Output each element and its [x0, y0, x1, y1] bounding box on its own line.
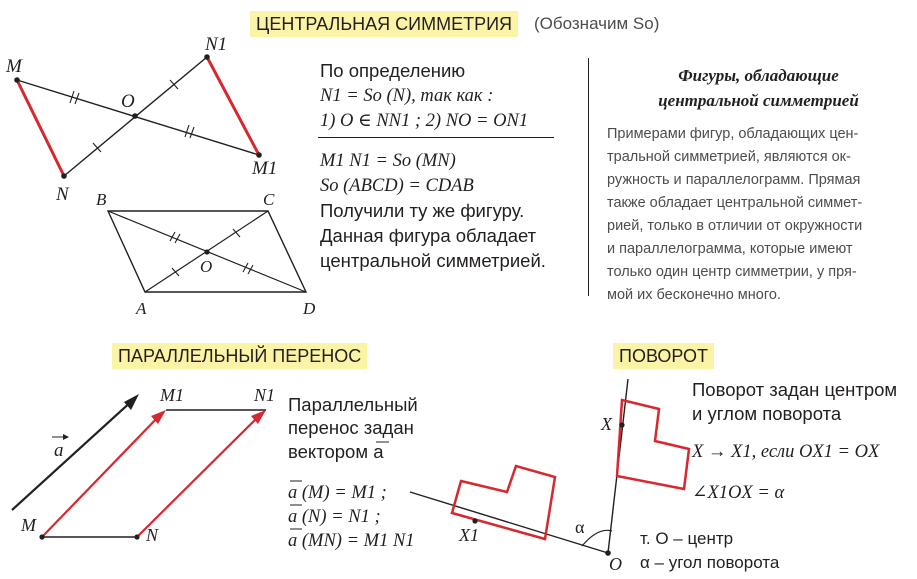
rotation-diagram — [410, 379, 689, 574]
definition-line-1: По определению — [320, 60, 466, 81]
point-x1 — [472, 518, 477, 523]
vector-n-n1 — [137, 414, 261, 537]
segment-m1n1 — [207, 57, 259, 155]
translation-formula-1: a (M) = M1 ; — [288, 483, 387, 503]
label-o2: O — [200, 257, 213, 276]
definition-line-8: центральной симметрией. — [320, 250, 546, 271]
label-alpha: α — [575, 517, 585, 537]
rotation-legend-1: т. O – центр — [640, 529, 734, 548]
rotation-legend-2: α – угол поворота — [640, 553, 780, 572]
side-title-line-2: центральной симметрией — [658, 91, 859, 110]
translation-text-line-3: вектором a — [288, 441, 384, 462]
label-n1-translation: N1 — [254, 385, 276, 405]
side-text-line-1: Примерами фигур, обладающих цен- — [607, 126, 859, 142]
formula-vector-bars — [290, 442, 389, 529]
side-text-line-8: мой их бесконечно много. — [607, 287, 781, 303]
translation-text-line-2: перенос задан — [288, 417, 414, 438]
label-o: O — [121, 91, 135, 112]
rotation-text-line-1: Поворот задан центром — [692, 379, 898, 400]
label-m1: M1 — [252, 158, 278, 179]
label-c: C — [263, 190, 275, 209]
label-b: B — [96, 190, 107, 209]
translation-diagram — [12, 385, 275, 545]
side-text-line-4: также обладает центральной симмет- — [607, 195, 863, 211]
parallelogram-diagram — [96, 190, 316, 318]
point-m-translation — [39, 534, 44, 539]
central-symmetry-diagram — [5, 34, 277, 205]
label-m-translation: M — [21, 515, 36, 535]
vector-a — [12, 399, 134, 510]
side-text-line-5: рией, только в отличии от окружности — [607, 218, 863, 234]
point-n1 — [204, 54, 210, 60]
label-n1: N1 — [205, 34, 228, 55]
label-a: A — [136, 299, 147, 318]
central-symmetry-note: (Обозначим So) — [534, 14, 660, 33]
segment-mn — [17, 80, 64, 176]
parallel-translation-heading: ПАРАЛЛЕЛЬНЫЙ ПЕРЕНОС — [112, 343, 367, 369]
original-figure — [617, 400, 689, 489]
vector-a-arrowhead — [124, 394, 139, 410]
definition-line-2: N1 = So (N), так как : — [320, 86, 494, 106]
label-a-vector: a — [54, 440, 64, 461]
side-title-line-1: Фигуры, обладающие — [678, 66, 839, 85]
angle-arc — [582, 530, 612, 546]
label-n: N — [56, 184, 69, 205]
translation-text-line-1: Параллельный — [288, 394, 418, 415]
point-x — [619, 422, 624, 427]
vector-m-m1 — [42, 414, 161, 537]
side-text-line-2: тральной симметрией, являются ок- — [607, 149, 851, 165]
label-n-translation: N — [146, 525, 159, 545]
translation-formula-3: a (MN) = M1 N1 — [288, 531, 415, 551]
definition-line-3: 1) O ∈ NN1 ; 2) NO = ON1 — [320, 111, 529, 131]
side-text-line-6: и параллелограмма, которые имеют — [607, 241, 853, 257]
label-m: M — [6, 56, 22, 77]
label-x1: X1 — [459, 525, 479, 545]
definition-line-7: Данная фигура обладает — [320, 225, 537, 246]
point-n — [61, 173, 67, 179]
definition-line-4: M1 N1 = So (MN) — [320, 151, 456, 171]
line-m-m1 — [17, 80, 259, 155]
label-d: D — [303, 299, 316, 318]
label-o-rotation: O — [609, 554, 622, 574]
rotation-text-line-2: и углом поворота — [692, 403, 842, 424]
point-o — [132, 113, 138, 119]
side-text-line-7: только один центр симметрии, у пря- — [607, 264, 857, 280]
side-text-line-3: ружность и параллелограмм. Прямая — [607, 172, 861, 188]
rotation-formula-2: ∠X1OX = α — [692, 483, 785, 503]
rotation-formula-1: X → X1, если OX1 = OX — [692, 442, 880, 462]
point-n-translation — [134, 534, 139, 539]
point-m1 — [256, 152, 262, 158]
point-o2 — [204, 249, 209, 254]
translation-formula-2: a (N) = N1 ; — [288, 507, 381, 527]
definition-line-6: Получили ту же фигуру. — [320, 200, 525, 221]
label-x: X — [601, 414, 612, 434]
point-m — [14, 77, 20, 83]
label-m1-translation: M1 — [160, 385, 184, 405]
rotation-heading: ПОВОРОТ — [613, 343, 714, 369]
definition-line-5: So (ABCD) = CDAB — [320, 176, 474, 196]
central-symmetry-heading: ЦЕНТРАЛЬНАЯ СИММЕТРИЯ — [250, 11, 518, 37]
